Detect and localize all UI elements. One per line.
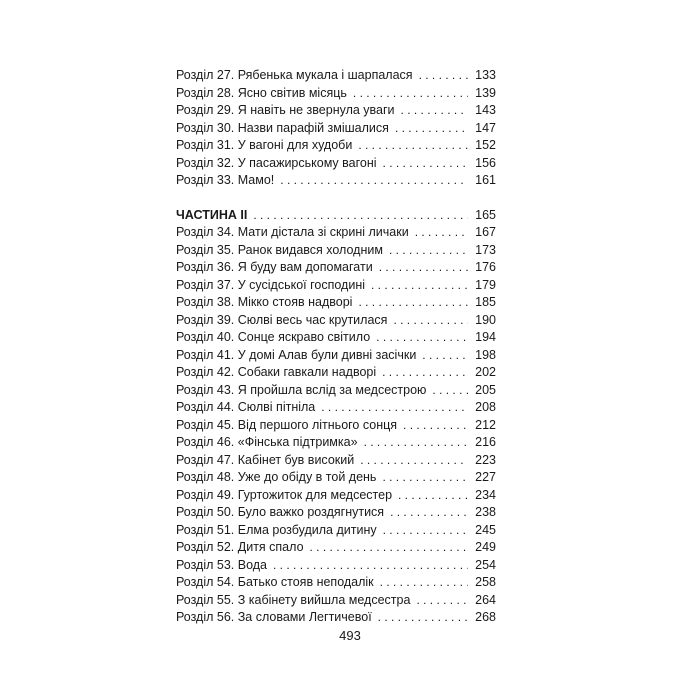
toc-entry-title: Розділ 33. Мамо! [176, 173, 275, 187]
toc-entry [176, 172, 496, 190]
toc-entry-page: 173 [475, 242, 496, 257]
toc-entry-title: Розділ 36. Я буду вам допомагати [176, 260, 373, 274]
toc-entry-page: 179 [475, 277, 496, 292]
toc-entry-title: Розділ 50. Було важко роздягнутися [176, 505, 385, 519]
dot-leader [389, 242, 468, 260]
dot-leader [395, 120, 468, 138]
toc-entry [176, 382, 496, 400]
toc-entry-page: 202 [475, 365, 496, 379]
dot-leader [403, 417, 468, 435]
toc-entry [176, 399, 496, 417]
toc-entry-page: 156 [475, 155, 496, 170]
toc-entry-title: Розділ 31. У вагоні для худоби [176, 138, 353, 152]
part-title: ЧАСТИНА II [176, 207, 248, 222]
toc-entry-page: 238 [475, 505, 496, 519]
toc-entry-title: Розділ 51. Елма розбудила дитину [176, 522, 377, 537]
dot-leader [371, 277, 468, 295]
toc-entry [176, 434, 496, 452]
dot-leader [416, 592, 468, 610]
dot-leader [364, 434, 468, 452]
toc-entry-title: Розділ 49. Гуртожиток для медсестер [176, 487, 393, 502]
dot-leader [310, 539, 468, 557]
toc-group-part-1 [176, 67, 496, 190]
dot-leader [358, 294, 468, 312]
toc-entry-title: Розділ 35. Ранок видався холодним [176, 242, 383, 257]
dot-leader [321, 399, 468, 417]
toc-entry-title: Розділ 27. Рябенька мукала і шарпалася [176, 68, 413, 82]
toc-entry [176, 504, 496, 522]
toc-entry [176, 574, 496, 592]
toc-entry [176, 469, 496, 487]
dot-leader [378, 609, 468, 627]
dot-leader [393, 312, 468, 330]
toc-entry [176, 120, 496, 138]
toc-entry-page: 249 [475, 540, 496, 554]
toc-entry-page: 223 [475, 452, 496, 467]
toc-entry-title: Розділ 34. Мати дістала зі скрині личаки [176, 225, 409, 239]
toc-entry [176, 364, 496, 382]
dot-leader [419, 67, 468, 85]
toc-entry-page: 139 [475, 85, 496, 100]
toc-entry-page: 133 [475, 68, 496, 82]
toc-entry [176, 277, 496, 295]
toc-entry-title: Розділ 38. Мікко стояв надворі [176, 295, 353, 309]
toc-entry [176, 224, 496, 242]
toc-entry-page: 227 [475, 470, 496, 484]
toc-entry-title: Розділ 55. З кабінету вийшла медсестра [176, 592, 411, 607]
toc-entry [176, 522, 496, 540]
toc-entry [176, 259, 496, 277]
toc-entry [176, 85, 496, 103]
toc-entry-title: Розділ 52. Дитя спало [176, 540, 304, 554]
toc-entry-page: 161 [475, 173, 496, 187]
toc-entry-page: 216 [475, 435, 496, 449]
toc-entry-page: 258 [475, 575, 496, 589]
toc-entry-page: 185 [475, 295, 496, 309]
toc-entry-title: Розділ 28. Ясно світив місяць [176, 85, 347, 100]
toc-entry [176, 452, 496, 470]
dot-leader [382, 469, 468, 487]
toc-entry-title: Розділ 42. Собаки гавкали надворі [176, 365, 377, 379]
table-of-contents [176, 67, 496, 627]
part-page: 165 [475, 207, 496, 222]
toc-entry-page: 152 [475, 138, 496, 152]
toc-entry-page: 167 [475, 225, 496, 239]
page-number: 493 [339, 628, 361, 643]
dot-leader [273, 557, 468, 575]
dot-leader [382, 364, 468, 382]
toc-entry-title: Розділ 40. Сонце яскраво світило [176, 330, 371, 344]
toc-entry-title: Розділ 56. За словами Легтичевої [176, 610, 372, 624]
toc-entry [176, 102, 496, 120]
dot-leader [379, 259, 468, 277]
toc-entry [176, 557, 496, 575]
toc-entry-title: Розділ 30. Назви парафій змішалися [176, 120, 389, 135]
dot-leader [432, 382, 468, 400]
toc-entry-title: Розділ 45. Від першого літнього сонця [176, 417, 398, 432]
toc-entry-title: Розділ 37. У сусідської господині [176, 277, 365, 292]
toc-entry-page: 147 [475, 120, 496, 135]
toc-entry [176, 347, 496, 365]
toc-entry-title: Розділ 32. У пасажирському вагоні [176, 155, 377, 170]
toc-entry-title: Розділ 53. Вода [176, 557, 268, 572]
dot-leader [383, 155, 468, 173]
toc-entry [176, 312, 496, 330]
dot-leader [415, 224, 468, 242]
toc-entry-title: Розділ 44. Сюлві пітніла [176, 400, 316, 414]
dot-leader [253, 207, 468, 225]
toc-entry-page: 190 [475, 312, 496, 327]
toc-entry-page: 205 [475, 382, 496, 397]
dot-leader [360, 452, 468, 470]
dot-leader [358, 137, 468, 155]
toc-entry-title: Розділ 48. Уже до обіду в той день [176, 470, 377, 484]
toc-entry-page: 143 [475, 103, 496, 117]
toc-entry-title: Розділ 54. Батько стояв неподалік [176, 575, 374, 589]
toc-entry-page: 264 [475, 592, 496, 607]
toc-entry [176, 539, 496, 557]
toc-entry [176, 155, 496, 173]
toc-entry-title: Розділ 47. Кабінет був високий [176, 452, 355, 467]
dot-leader [401, 102, 468, 120]
toc-entry-title: Розділ 39. Сюлві весь час крутилася [176, 312, 388, 327]
toc-entry [176, 242, 496, 260]
toc-entry [176, 67, 496, 85]
toc-entry-title: Розділ 41. У домі Алав були дивні засічки [176, 347, 417, 362]
dot-leader [422, 347, 468, 365]
dot-leader [390, 504, 468, 522]
toc-entry [176, 609, 496, 627]
toc-entry-page: 212 [475, 417, 496, 432]
toc-part-heading [176, 207, 496, 225]
toc-entry [176, 294, 496, 312]
toc-entry-page: 245 [475, 522, 496, 537]
toc-entry-title: Розділ 43. Я пройшла вслід за медсестрою [176, 382, 427, 397]
toc-group-part-2 [176, 224, 496, 627]
toc-entry-page: 234 [475, 487, 496, 502]
toc-entry-page: 268 [475, 610, 496, 624]
dot-leader [380, 574, 468, 592]
dot-leader [398, 487, 468, 505]
dot-leader [376, 329, 468, 347]
toc-entry-title: Розділ 29. Я навіть не звернула уваги [176, 103, 395, 117]
toc-entry [176, 592, 496, 610]
toc-entry-title: Розділ 46. «Фінська підтримка» [176, 435, 358, 449]
toc-entry [176, 487, 496, 505]
toc-entry [176, 329, 496, 347]
dot-leader [280, 172, 468, 190]
toc-entry-page: 176 [475, 260, 496, 274]
dot-leader [383, 522, 468, 540]
toc-entry [176, 417, 496, 435]
toc-entry [176, 137, 496, 155]
toc-entry-page: 254 [475, 557, 496, 572]
toc-entry-page: 198 [475, 347, 496, 362]
toc-entry-page: 208 [475, 400, 496, 414]
toc-entry-page: 194 [475, 330, 496, 344]
dot-leader [353, 85, 468, 103]
